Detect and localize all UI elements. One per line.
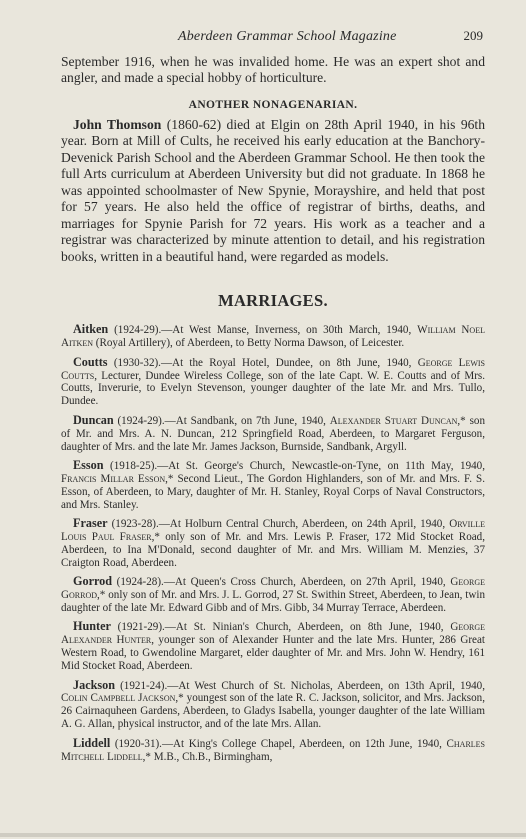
entry-groom-name: Francis Millar Esson <box>61 472 166 485</box>
entry-text: ,* Second Lieut., The Gordon Highlanders, son of Mr. and Mrs. F. S. Esson, of Aberdeen, to Mary, daughter of Mr. H. Stanley, Royal Corps of Naval Constructors, and Mrs. Stanley. <box>61 472 485 511</box>
entry-surname: Coutts <box>73 354 108 369</box>
entry-text: , Lecturer, Dundee Wireless College, son of the late Capt. W. E. Coutts and of Mrs. Coutts, Inverurie, to Evelyn Stevenson, younger daughter of the late Mr. and Mrs. Tullo, Dundee. <box>61 369 485 408</box>
marriage-entry <box>61 356 485 409</box>
obituary-heading: ANOTHER NONAGENARIAN. <box>188 98 358 111</box>
entry-text: (1920-31).—At King's College Chapel, Aberdeen, on 12th June, 1940, <box>110 737 447 750</box>
marriage-entry <box>61 620 485 673</box>
entry-groom-name: William Noel Aitken <box>61 324 485 350</box>
entry-groom-name: Orville Louis Paul Fraser <box>61 518 485 543</box>
intro-paragraph: September 1916, when he was invalided home. He was an expert shot and angler, and made a special hobby of horticulture. <box>61 54 485 86</box>
marriage-entry <box>61 414 485 454</box>
entry-text: ,* only son of Mr. and Mrs. J. L. Gorrod, 27 St. Swithin Street, Aberdeen, to Jean, twin daughter of the late Mr. Edward Gibb and of Mrs. Gibb, 34 Murray Terrace, Aberdeen. <box>61 589 485 615</box>
marriage-entry <box>61 575 485 615</box>
entry-groom-name: George Gorrod <box>61 576 485 602</box>
page-header <box>61 28 485 54</box>
page-bottom-edge <box>0 833 526 837</box>
entry-text: ,* only son of Mr. and Mrs. Lewis P. Fraser, 172 Mid Stocket Road, Aberdeen, to Ina M'Donald, second daughter of Mr. and Mrs. William M. Menzies, 37 Craigton Road, Aberdeen. <box>61 531 485 569</box>
entry-text: (1924-28).—At Queen's Cross Church, Aberdeen, on 27th April, 1940, <box>112 576 451 589</box>
entry-surname: Liddell <box>73 735 111 750</box>
entry-groom-name: Colin Campbell Jackson <box>61 692 176 705</box>
entry-text: (Royal Artillery), of Aberdeen, to Betty Norma Dawson, of Leicester. <box>93 337 405 350</box>
entry-surname: Jackson <box>73 677 115 692</box>
entry-text: ,* M.B., Ch.B., Birmingham, <box>142 750 273 763</box>
entry-text: (1918-25).—At St. George's Church, Newcastle-on-Tyne, on 11th May, 1940, <box>103 459 485 472</box>
marriage-entry <box>61 459 485 512</box>
entry-groom-name: George Lewis Coutts <box>61 356 485 382</box>
entry-text: ,* son of Mr. and Mrs. A. N. Duncan, 212 Springfield Road, Aberdeen, to Margaret Ferguson, daughter of Mrs. and the late Mr. James Jackson, Burnside, Sandbank, Argyll. <box>61 414 485 453</box>
marriage-entry <box>61 517 485 570</box>
entry-surname: Fraser <box>73 516 108 531</box>
entry-text: (1923-28).—At Holburn Central Church, Aberdeen, on 24th April, 1940, <box>107 518 450 531</box>
obituary-paragraph <box>61 117 485 266</box>
entry-text: ,* youngest son of the late R. C. Jackson, solicitor, and Mrs. Jackson, 26 Cairnaquheen Gardens, Aberdeen, to Gladys Isabella, younger daughter of the late William A. G. Allan, physical instructor, and of the late Mrs. Allan. <box>61 692 485 731</box>
page-number: 209 <box>463 28 483 43</box>
entry-text: , younger son of Alexander Hunter and the late Mrs. Hunter, 286 Great Western Road, to Gwendoline Margaret, elder daughter of Mr. and Mrs. John W. Hendry, 161 Mid Stocket Road, Aberdeen. <box>61 634 485 673</box>
running-title: Aberdeen Grammar School Magazine <box>177 29 397 44</box>
entry-surname: Esson <box>73 457 104 472</box>
entry-groom-name: George Alexander Hunter <box>61 621 485 647</box>
entry-text: (1930-32).—At the Royal Hotel, Dundee, on 8th June, 1940, <box>107 356 418 369</box>
obituary-text: (1860-62) died at Elgin on 28th April 1940, in his 96th year. Born at Mill of Cults, he received his early education at the Banchory-Devenick Parish School and the Aberdeen Grammar School. He then took the full Arts curriculum at Aberdeen University but did not graduate. In 1868 he was appointed schoolmaster of New Spynie, Morayshire, and held that post for 57 years. He also held the office of registrar of births, deaths, and marriages for Spynie Parish for 72 years. His work as a teacher and a registrar was characterized by minute attention to detail, and his registration books, written in a beautiful hand, were regarded as models. <box>61 116 486 264</box>
obituary-name: John Thomson <box>73 116 162 132</box>
entry-text: (1924-29).—At West Manse, Inverness, on 30th March, 1940, <box>108 324 418 337</box>
entry-surname: Gorrod <box>73 574 113 589</box>
entry-surname: Duncan <box>73 412 114 427</box>
marriages-list <box>61 323 485 763</box>
entry-surname: Hunter <box>73 619 111 634</box>
entry-text: (1924-29).—At Sandbank, on 7th June, 1940, <box>113 414 330 427</box>
marriages-heading: MARRIAGES. <box>218 291 328 311</box>
entry-text: (1921-29).—At St. Ninian's Church, Aberdeen, on 8th June, 1940, <box>110 621 451 634</box>
entry-surname: Aitken <box>73 322 109 337</box>
entry-groom-name: Alexander Stuart Duncan <box>329 414 458 427</box>
marriage-entry <box>61 679 485 732</box>
entry-groom-name: Charles Mitchell Liddell <box>61 737 485 763</box>
marriage-entry <box>61 737 485 764</box>
entry-text: (1921-24).—At West Church of St. Nicholas, Aberdeen, on 13th April, 1940, <box>115 679 485 692</box>
marriage-entry <box>61 323 485 350</box>
